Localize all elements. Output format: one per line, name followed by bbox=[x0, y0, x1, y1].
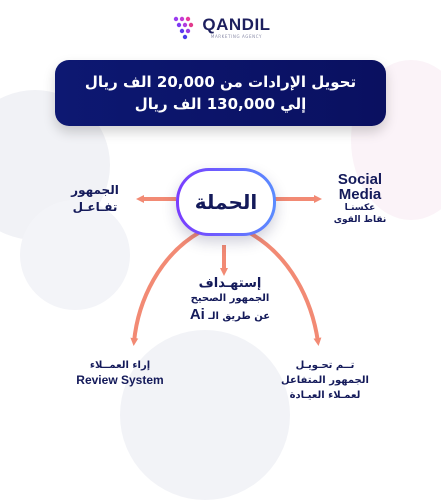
node-br-line-2: الجمهور المتفاعل bbox=[281, 375, 369, 386]
node-mid-line-2: الجمهور الصحيح bbox=[190, 293, 270, 304]
node-left-line-1: الجمهور bbox=[71, 183, 119, 197]
node-right-en-line-2: Media bbox=[338, 186, 382, 203]
node-right-en-line-1: Social bbox=[337, 171, 383, 188]
node-mid-line-3-text: عن طريق الـ bbox=[208, 311, 271, 322]
headline-line-2: إلي 130,000 الف ريال bbox=[134, 95, 307, 113]
node-right-ar-line-2: نقاط القوى bbox=[333, 215, 387, 225]
node-social-media bbox=[330, 172, 390, 226]
headline-line-1: تحويل الإرادات من 20,000 الف ريال bbox=[84, 73, 357, 91]
node-audience-engagement bbox=[50, 182, 140, 216]
node-review-system bbox=[70, 360, 170, 387]
node-left-line-2: تفـاعـل bbox=[72, 200, 118, 214]
campaign-label: الحملة bbox=[194, 190, 258, 214]
node-bl-ar: إراء العمــلاء bbox=[89, 360, 151, 371]
node-right-ar-line-1: عكسنـا bbox=[344, 203, 376, 213]
node-mid-ai: Ai bbox=[189, 306, 205, 323]
node-mid-line-1: إستهـداف bbox=[198, 276, 262, 291]
logo-name: QANDIL bbox=[202, 14, 271, 34]
node-targeting bbox=[180, 276, 280, 323]
node-conversion bbox=[270, 358, 380, 403]
node-mid-line-3 bbox=[180, 306, 280, 323]
logo-tagline: MARKETING AGENCY bbox=[210, 33, 263, 39]
node-bl-en: Review System bbox=[76, 373, 164, 387]
node-br-line-3: لعمـلاء العيـادة bbox=[289, 390, 361, 401]
campaign-node bbox=[176, 168, 276, 236]
node-br-line-1: تــم تحـويـل bbox=[295, 360, 355, 371]
